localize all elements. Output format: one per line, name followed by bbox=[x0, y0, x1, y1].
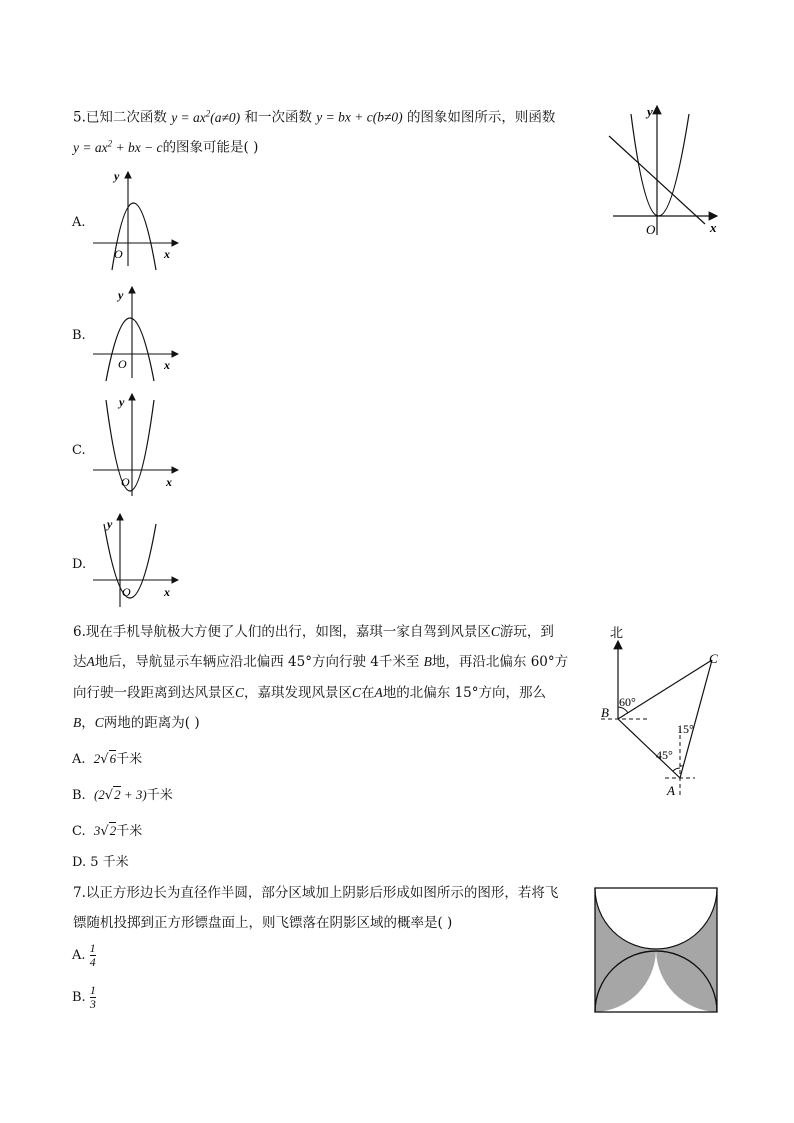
q7-opt-a-den: 4 bbox=[89, 955, 96, 969]
q6-opt-c-sqrt: √2 bbox=[100, 823, 117, 839]
q6-l2-deg1: 45° bbox=[288, 654, 312, 670]
q6-fig-label-b: B bbox=[601, 705, 609, 720]
q6-line2 bbox=[73, 652, 568, 672]
q5-option-b[interactable]: B. bbox=[72, 328, 86, 343]
q6-opt-a-unit: 千米 bbox=[116, 752, 143, 767]
q6-l3-A: A bbox=[374, 685, 383, 700]
q5-graph-d-o: O bbox=[122, 585, 131, 599]
q5-ref-x-label: x bbox=[710, 220, 717, 235]
q6-opt-a-radicand: 6 bbox=[109, 751, 117, 766]
q6-l3-a: 向行驶一段距离到达风景区 bbox=[73, 685, 235, 701]
q5-number: 5. bbox=[73, 109, 86, 126]
q6-fig-label-a: A bbox=[667, 783, 675, 798]
q5-graph-a[interactable] bbox=[88, 168, 188, 273]
q6-number: 6. bbox=[73, 624, 86, 640]
q6-l2-4: 4 bbox=[370, 654, 379, 670]
q5-linear-formula: y = bx + c(b≠0) bbox=[316, 109, 403, 125]
q6-fig-label-c: C bbox=[709, 651, 718, 666]
q5-option-c[interactable]: C. bbox=[72, 443, 86, 458]
q5-option-a[interactable]: A. bbox=[72, 215, 86, 230]
q6-line1-c: C bbox=[490, 624, 500, 639]
q6-opt-b-radicand: 2 bbox=[114, 787, 121, 802]
q5-reference-graph bbox=[605, 100, 725, 240]
q6-l2-deg2: 60° bbox=[530, 654, 555, 670]
q6-l2-f: 方 bbox=[554, 654, 569, 670]
q6-l2-b: 地后，导航显示车辆应沿北偏西 bbox=[94, 654, 284, 670]
q6-figure bbox=[597, 623, 727, 798]
q5-graph-c-o: O bbox=[121, 475, 130, 489]
q7-option-b[interactable] bbox=[72, 984, 96, 1011]
q7-opt-a-num: 1 bbox=[89, 941, 96, 955]
q6-opt-c-unit: 千米 bbox=[116, 824, 143, 839]
q5-graph-a-x: x bbox=[164, 247, 170, 261]
q6-l4-B: B bbox=[73, 715, 82, 730]
q6-opt-c-label: C. bbox=[72, 824, 86, 839]
q6-option-a[interactable] bbox=[72, 748, 142, 767]
q5-graph-d[interactable] bbox=[88, 512, 188, 612]
q6-option-c[interactable] bbox=[72, 820, 142, 839]
q6-opt-b-label: B. bbox=[72, 788, 86, 803]
q6-opt-d-label: D. bbox=[72, 855, 87, 870]
q5-line2 bbox=[73, 133, 258, 158]
q5-graph-a-y: y bbox=[114, 169, 120, 183]
q5-graph-d-y: y bbox=[107, 517, 113, 531]
q5-graph-d-x: x bbox=[164, 585, 170, 599]
q5-quadratic-formula: $y = ax^2(a\ne 0)$ bbox=[171, 108, 241, 125]
q5-text-c: 的图象如图所示，则函数 bbox=[406, 109, 556, 126]
q5-text-a: 已知二次函数 bbox=[85, 109, 167, 126]
q6-l3-e: 方向，那么 bbox=[478, 685, 547, 701]
q6-l4-a: ， bbox=[81, 715, 95, 731]
q7-opt-a-label: A. bbox=[72, 948, 86, 963]
q6-opt-b-rest: + 3) bbox=[120, 787, 147, 802]
q7-option-a[interactable] bbox=[72, 942, 96, 969]
q6-l3-C2: C bbox=[352, 685, 362, 700]
q7-line1 bbox=[73, 883, 558, 903]
q7-line2-text: 镖随机投掷到正方形镖盘面上，则飞镖落在阴影区域的概率是( ) bbox=[73, 915, 453, 931]
q7-opt-a-fraction bbox=[90, 942, 96, 969]
q6-opt-b-open: (2 bbox=[93, 787, 105, 802]
q5-text-b: 和一次函数 bbox=[244, 109, 312, 126]
q6-l3-b: ，嘉琪发现风景区 bbox=[244, 685, 353, 701]
q5-graph-b-parabola bbox=[106, 318, 154, 381]
q6-line3 bbox=[73, 683, 546, 703]
q6-fig-angle60: 60° bbox=[619, 695, 636, 709]
q6-l3-C: C bbox=[235, 685, 245, 700]
q6-l3-c: 在 bbox=[361, 685, 375, 701]
q5-option-d[interactable]: D. bbox=[72, 557, 87, 572]
q6-fig-angle15: 15° bbox=[677, 722, 694, 736]
q6-l3-d: 地的北偏东 bbox=[382, 685, 451, 701]
q5-graph-c-x: x bbox=[166, 475, 172, 489]
q6-l2-d: 千米至 bbox=[378, 654, 420, 670]
q6-opt-b-sqrt: √2 bbox=[104, 787, 121, 803]
q5-graph-b-x: x bbox=[164, 358, 170, 372]
q7-line2 bbox=[73, 913, 452, 933]
q6-l2-c: 方向行驶 bbox=[311, 654, 366, 670]
q5-graph-c-y: y bbox=[119, 395, 125, 409]
q5-text-d: 的图象可能是( bbox=[162, 139, 249, 156]
q5-graph-a-o: O bbox=[114, 247, 123, 261]
q6-opt-d-text: 5 千米 bbox=[90, 855, 129, 870]
q6-l2-e: 地，再沿北偏东 bbox=[431, 654, 527, 670]
q5-ref-y-label: y bbox=[647, 104, 653, 119]
q7-opt-b-den: 3 bbox=[89, 997, 96, 1011]
q6-line4 bbox=[73, 713, 200, 733]
q5-target-formula: $y = ax^2$ + bx − c bbox=[73, 138, 163, 155]
q6-opt-a-coef: 2 bbox=[93, 751, 101, 766]
q6-l4-b: 两地的距离为( ) bbox=[103, 715, 200, 731]
q6-line1-text: 现在手机导航极大方便了人们的出行，如图，嘉琪一家自驾到风景区 bbox=[85, 624, 491, 640]
q7-figure bbox=[593, 886, 723, 1016]
q5-paren-close: ) bbox=[248, 139, 259, 156]
q6-option-d[interactable] bbox=[72, 851, 129, 870]
q5-graph-c[interactable] bbox=[88, 392, 188, 502]
q7-opt-b-num: 1 bbox=[89, 983, 96, 997]
q5-graph-b-o: O bbox=[118, 357, 127, 371]
q6-line1 bbox=[73, 622, 554, 642]
q7-number: 7. bbox=[73, 885, 86, 901]
q6-l2-a: 达 bbox=[73, 654, 87, 670]
q6-opt-c-radicand: 2 bbox=[109, 823, 117, 838]
q7-opt-b-label: B. bbox=[72, 990, 86, 1005]
q6-fig-arc45 bbox=[673, 768, 680, 771]
q6-opt-a-label: A. bbox=[72, 752, 86, 767]
q7-opt-b-fraction bbox=[90, 984, 96, 1011]
q6-fig-north: 北 bbox=[610, 626, 624, 641]
q5-line1 bbox=[73, 103, 555, 128]
q7-line1-text: 以正方形边长为直径作半圆，部分区域加上阴影后形成如图所示的图形，若将飞 bbox=[85, 885, 559, 901]
q6-opt-c-coef: 3 bbox=[93, 823, 101, 838]
q6-fig-angle45: 45° bbox=[656, 748, 673, 762]
q6-opt-a-sqrt: √6 bbox=[100, 751, 117, 767]
q6-l2-B: B bbox=[423, 654, 432, 669]
q6-option-b[interactable] bbox=[72, 784, 173, 803]
q5-ref-origin-label: O bbox=[646, 222, 656, 237]
q6-l3-deg: 15° bbox=[454, 685, 479, 701]
q6-l2-A: A bbox=[86, 654, 95, 669]
q5-graph-c-parabola bbox=[106, 400, 154, 491]
q6-opt-b-unit: 千米 bbox=[146, 788, 173, 803]
q5-graph-b-y: y bbox=[118, 288, 124, 302]
q5-graph-b[interactable] bbox=[88, 285, 188, 385]
q6-l4-C: C bbox=[94, 715, 104, 730]
q6-line1-end: 游玩，到 bbox=[499, 624, 554, 640]
